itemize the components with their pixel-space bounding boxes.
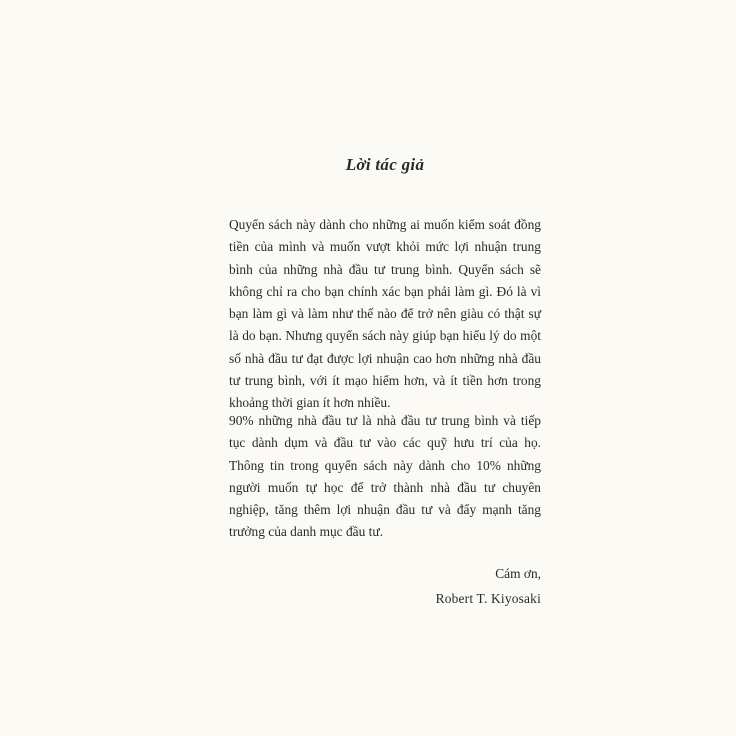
page-title: Lời tác giả [345,155,425,174]
closing-line: Cám ơn, [495,566,541,581]
author-signature: Robert T. Kiyosaki [435,591,541,606]
paragraph-2: 90% những nhà đầu tư là nhà đầu tư trung bình và tiếp tục dành dụm và đầu tư vào các quỹ hưu trí của họ. Thông tin trong quyển sách này dành cho 10% những người muốn tự học để trở thành nhà đầu tư chuyên nghiệp, tăng thêm lợi nhuận đầu tư và đẩy mạnh tăng trưởng của danh mục đầu tư. [229,413,541,540]
paragraph-1: Quyển sách này dành cho những ai muốn kiểm soát đồng tiền của mình và muốn vượt khỏi mức lợi nhuận trung bình của những nhà đầu tư trung bình. Quyển sách sẽ không chỉ ra cho bạn chính xác bạn phải làm gì. Đó là vì bạn làm gì và làm như thế nào để trở nên giàu có thật sự là do bạn. Nhưng quyển sách này giúp bạn hiểu lý do một số nhà đầu tư đạt được lợi nhuận cao hơn những nhà đầu tư trung bình, với ít mạo hiểm hơn, và ít tiền hơn trong khoảng thời gian ít hơn nhiều. [229,217,541,411]
